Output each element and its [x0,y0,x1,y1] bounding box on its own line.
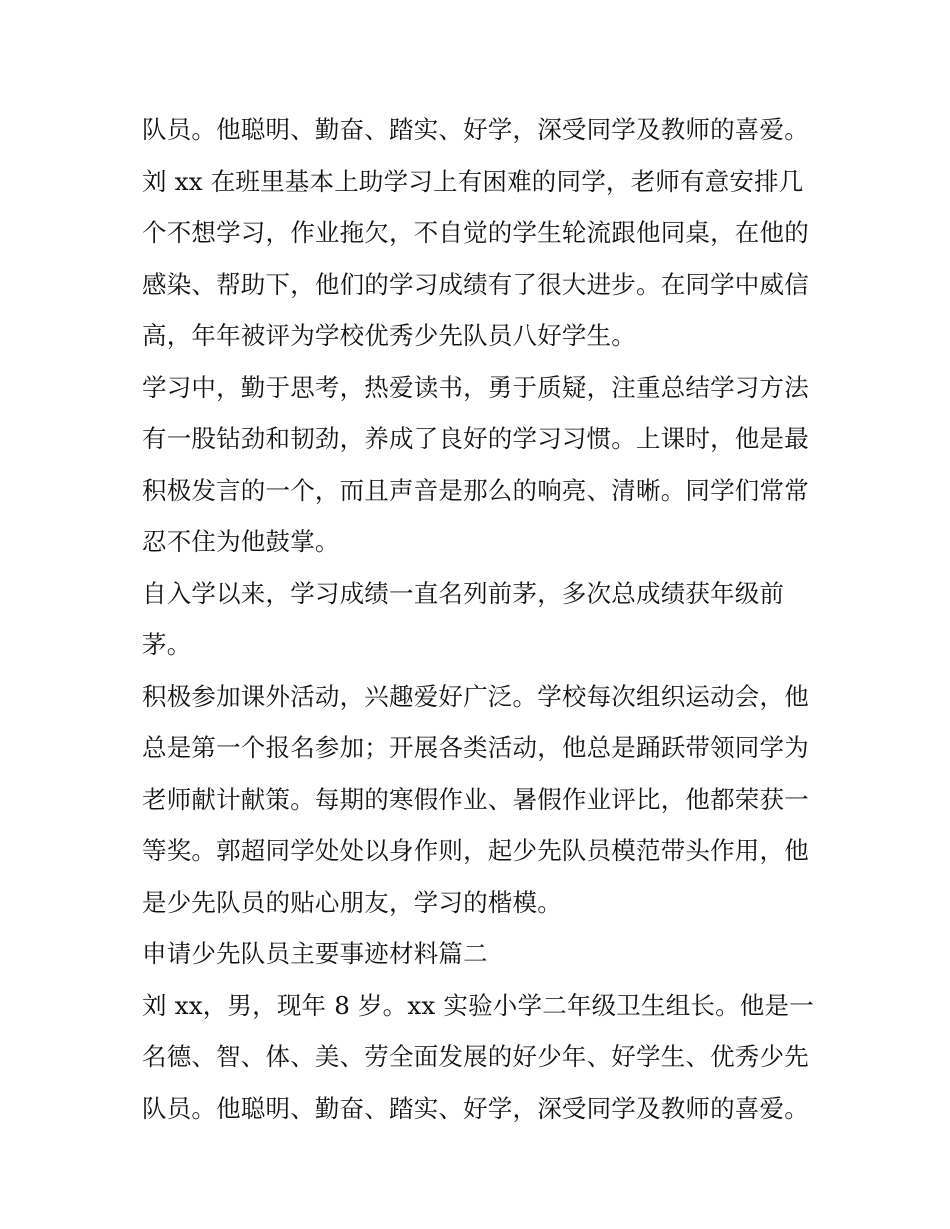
text-line: 高，年年被评为学校优秀少先队员八好学生。 [142,321,636,350]
text-line: 队员。他聪明、勤奋、踏实、好学，深受同学及教师的喜爱。 [142,1093,809,1123]
text-line: 积极发言的一个，而且声音是那么的响亮、清晰。同学们常常 [142,475,809,505]
text-line: 自入学以来，学习成绩一直名列前茅，多次总成绩获年级前 [142,578,785,608]
text-line: 队员。他聪明、勤奋、踏实、好学，深受同学及教师的喜爱。 [142,115,809,144]
text-line: 老师献计献策。每期的寒假作业、暑假作业评比，他都荣获一 [142,784,809,814]
text-line: 总是第一个报名参加；开展各类活动，他总是踊跃带领同学为 [142,733,809,762]
text-line: 刘 xx 在班里基本上助学习上有困难的同学，老师有意安排几 [142,166,804,196]
text-line: 刘 xx，男，现年 8 岁。xx 实验小学二年级卫生组长。他是一 [142,990,814,1020]
section-heading: 申请少先队员主要事迹材料篇二 [142,939,488,968]
document-body [142,104,832,1134]
text-line: 感染、帮助下，他们的学习成绩有了很大进步。在同学中威信 [142,269,809,299]
text-line: 名德、智、体、美、劳全面发展的好少年、好学生、优秀少先 [142,1042,809,1071]
text-line: 忍不住为他鼓掌。 [142,527,340,556]
text-line: 是少先队员的贴心朋友，学习的楷模。 [142,887,562,917]
text-line: 有一股钻劲和韧劲，养成了良好的学习习惯。上课时，他是最 [142,424,809,453]
text-line: 个不想学习，作业拖欠，不自觉的学生轮流跟他同桌，在他的 [142,218,809,247]
text-line: 等奖。郭超同学处处以身作则，起少先队员模范带头作用，他 [142,836,809,865]
text-line: 积极参加课外活动，兴趣爱好广泛。学校每次组织运动会，他 [142,681,809,711]
text-line: 学习中，勤于思考，热爱读书，勇于质疑，注重总结学习方法 [142,372,809,402]
text-line: 茅。 [142,630,192,659]
